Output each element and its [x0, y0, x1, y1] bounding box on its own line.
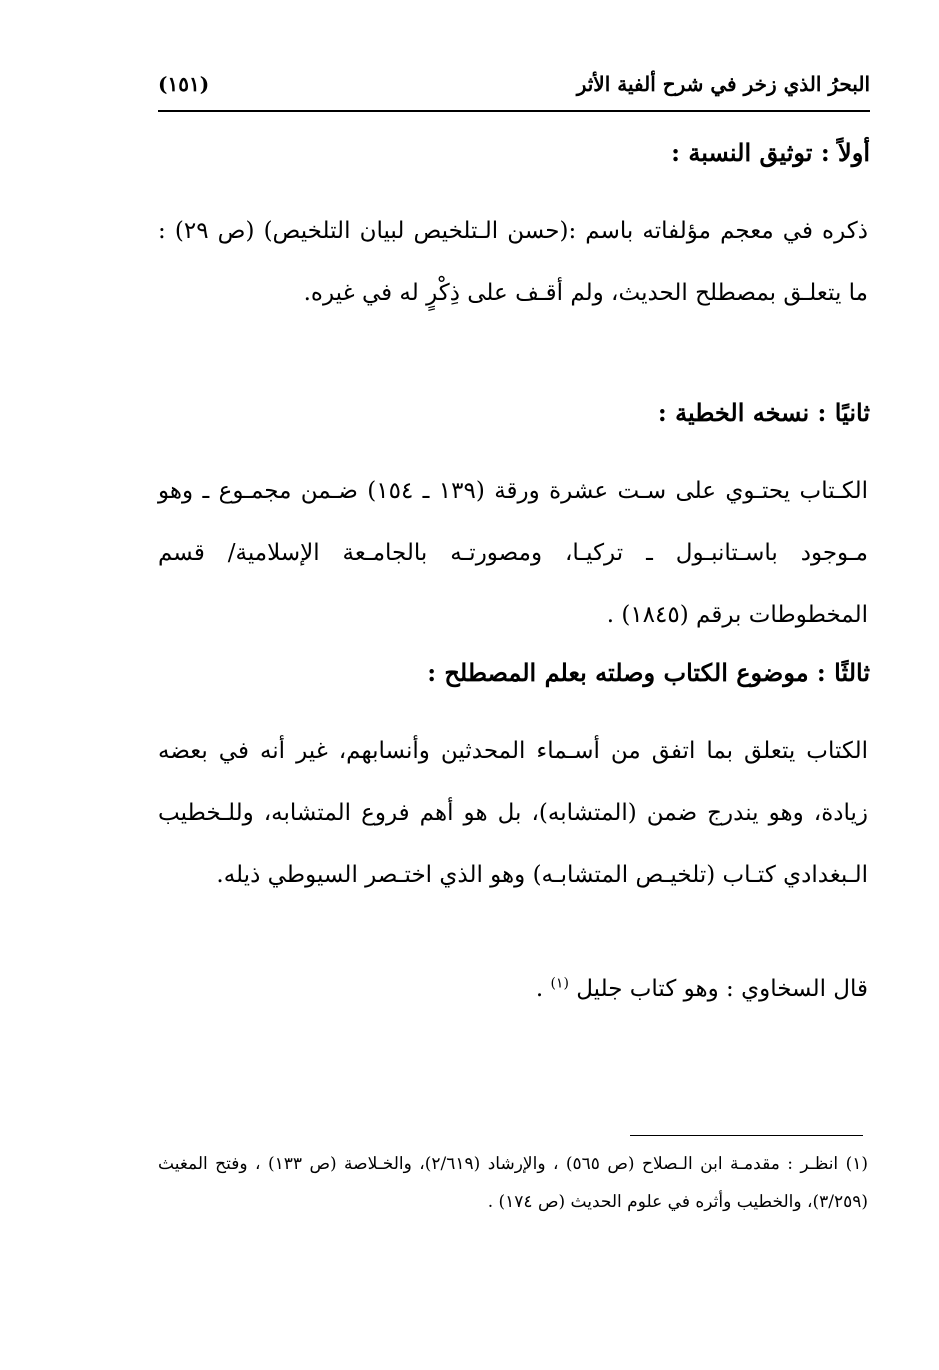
book-title: البحرُ الذي زخر في شرح ألفية الأثر [576, 72, 870, 96]
footnote-reference[interactable]: (١) [550, 975, 569, 992]
quote-text: قال السخاوي : وهو كتاب جليل [576, 976, 868, 1002]
footnote-divider [630, 1135, 863, 1136]
header-divider [158, 110, 870, 112]
section-2-paragraph: الكـتاب يحتـوي على سـت عشرة ورقة (١٣٩ ـ ١٥٤) ضـمن مجمـوع ـ وهو مـوجود باسـتانبـول ـ تركيـا، ومصورتـه بالجامـعة الإسلامية/ قسم المخطوطات برقم (١٨٤٥) . [158, 478, 868, 628]
section-heading-3: ثالثًا : موضوع الكتاب وصلته بعلم المصطلح : [427, 658, 870, 687]
section-1-paragraph: ذكره في معجم مؤلفاته باسم :(حسن الـتلخيص لبيان التلخيص) (ص ٢٩) : ما يتعلـق بمصطلح الحديث، ولم أقـف على ذِكْرٍ له في غيره. [158, 218, 868, 306]
page-number: (١٥١) [158, 72, 210, 96]
sakhawi-quote-line [158, 958, 868, 1020]
footnote-1: (١) انظـر : مقدمـة ابن الـصلاح (ص ٥٦٥) ، والإرشاد (٢/٦١٩)، والخـلاصة (ص ١٣٣) ، وفتح المغيث (٣/٢٥٩)، والخطيب وأثره في علوم الحديث (ص ١٧٤) . [158, 1154, 868, 1212]
section-heading-2: ثانيًا : نسخه الخطية : [657, 398, 870, 427]
running-header [158, 70, 870, 110]
section-heading-1: أولاً : توثيق النسبة : [671, 138, 870, 167]
section-3-paragraph: الكتاب يتعلق بما اتفق من أسـماء المحدثين وأنسابهم، غير أنه في بعضه زيادة، وهو يندرج ضمن (المتشابه)، بل هو أهم فروع المتشابه، وللـخطيب الـبغدادي كتـاب (تلخيـص المتشابـه) وهو الذي اختـصر السيوطي ذيله. [158, 738, 868, 888]
quote-end: . [535, 976, 544, 1002]
